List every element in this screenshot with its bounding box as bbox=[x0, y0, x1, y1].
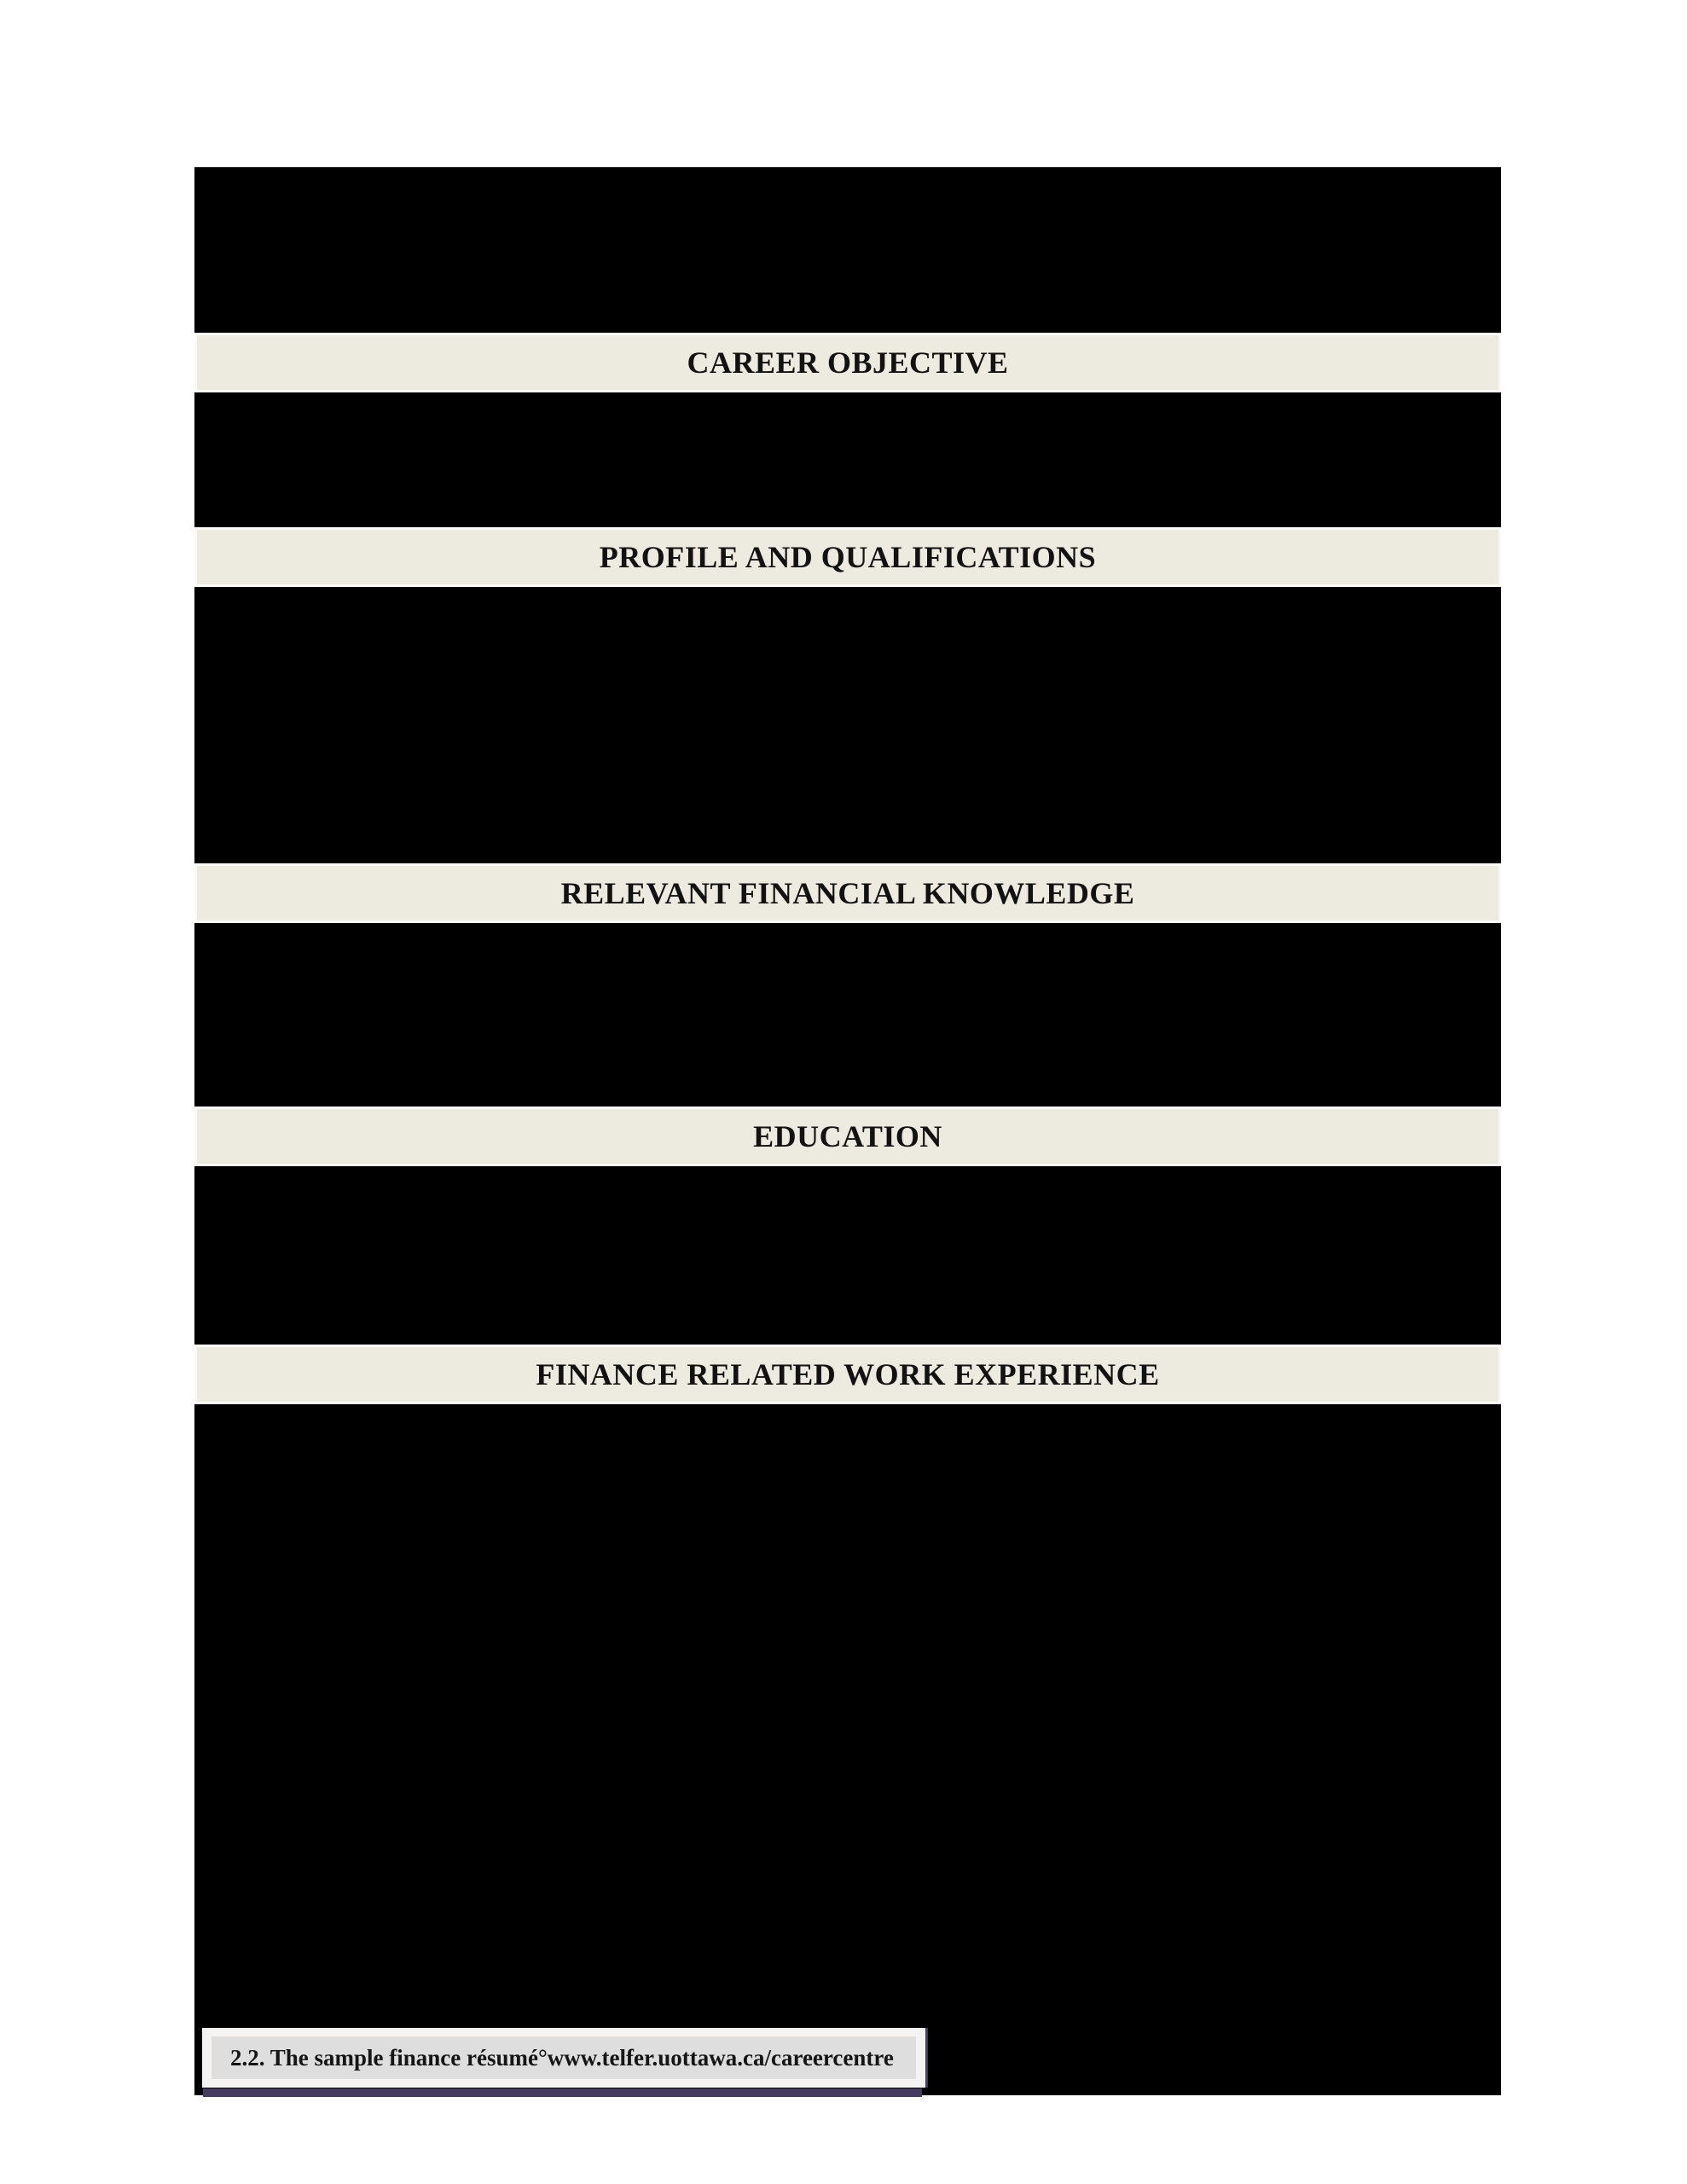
section-header-profile-and-qualifications bbox=[194, 527, 1501, 587]
redacted-content-block bbox=[194, 167, 1501, 2095]
footer-caption-inner bbox=[212, 2036, 916, 2079]
section-header-finance-related-work-experience bbox=[194, 1345, 1501, 1404]
section-header-label: PROFILE AND QUALIFICATIONS bbox=[599, 540, 1097, 574]
footer-caption-shadow bbox=[203, 2088, 922, 2097]
footer-caption-text: 2.2. The sample finance résumé°www.telfer.uottawa.ca/careercentre bbox=[230, 2044, 894, 2071]
section-header-label: EDUCATION bbox=[753, 1119, 942, 1153]
section-header-education bbox=[194, 1107, 1501, 1166]
section-header-label: RELEVANT FINANCIAL KNOWLEDGE bbox=[560, 876, 1135, 910]
section-header-relevant-financial-knowledge bbox=[194, 863, 1501, 923]
section-header-label: CAREER OBJECTIVE bbox=[687, 346, 1009, 380]
section-header-career-objective bbox=[194, 333, 1501, 392]
footer-caption-box bbox=[202, 2028, 928, 2088]
section-header-label: FINANCE RELATED WORK EXPERIENCE bbox=[536, 1357, 1160, 1391]
